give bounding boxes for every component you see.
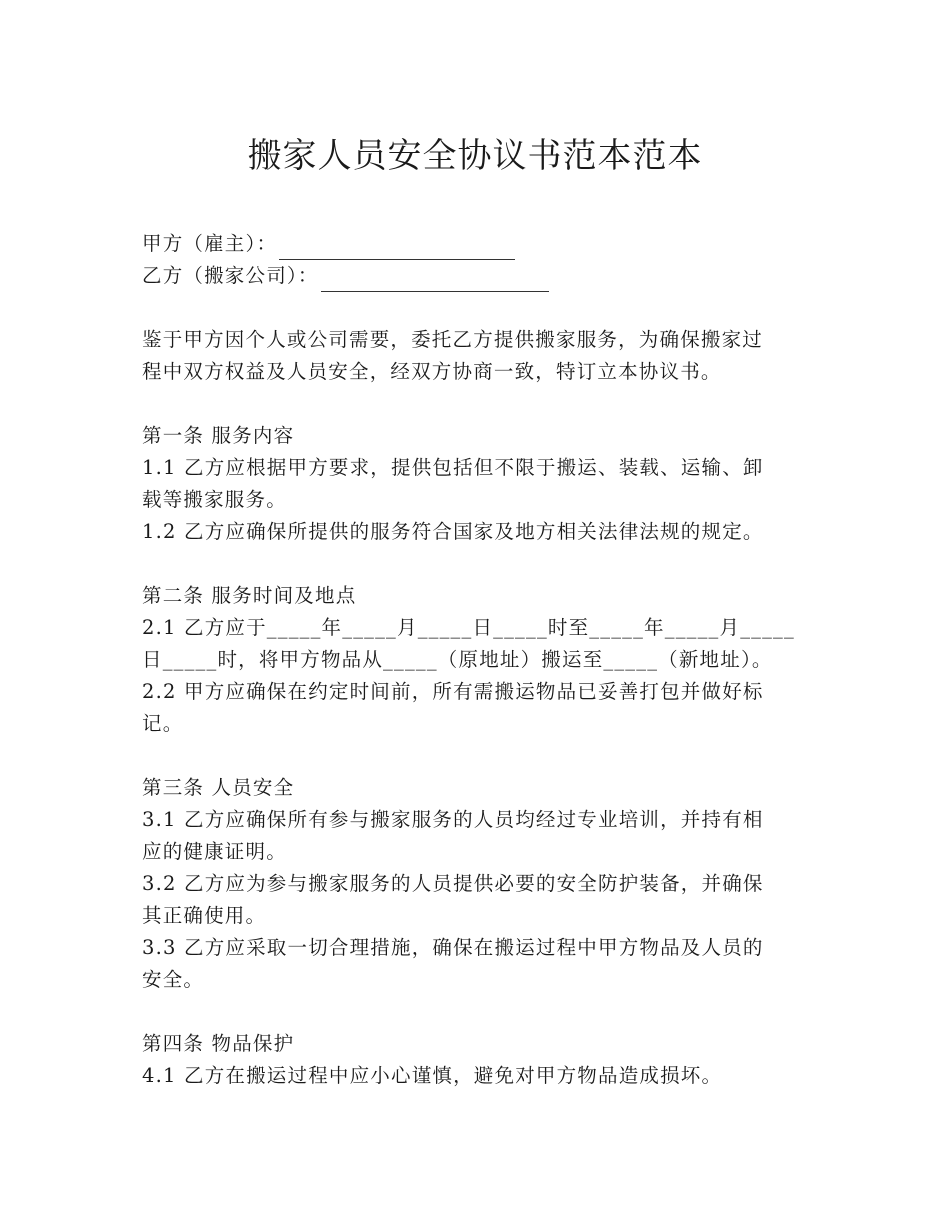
party-b-label: 乙方（搬家公司）： — [142, 264, 319, 287]
article-line: 记。 — [142, 712, 184, 735]
party-a-label: 甲方（雇主）： — [142, 232, 278, 255]
party-a-blank — [279, 237, 515, 260]
article-line: 3.3 乙方应采取一切合理措施，确保在搬运过程中甲方物品及人员的 — [142, 936, 764, 959]
article-line: 4.1 乙方在搬运过程中应小心谨慎，避免对甲方物品造成损坏。 — [142, 1064, 723, 1087]
article-line: 1.1 乙方应根据甲方要求，提供包括但不限于搬运、装载、运输、卸 — [142, 456, 764, 479]
spacer — [142, 548, 810, 580]
article-2 — [142, 580, 810, 740]
preamble — [142, 324, 810, 388]
article-4 — [142, 1028, 810, 1092]
article-line: 日_____时，将甲方物品从_____（原地址）搬运至_____（新地址）。 — [142, 648, 773, 671]
article-line: 3.2 乙方应为参与搬家服务的人员提供必要的安全防护装备，并确保 — [142, 872, 764, 895]
party-a-line — [142, 228, 810, 260]
preamble-line: 程中双方权益及人员安全，经双方协商一致，特订立本协议书。 — [142, 360, 722, 383]
article-3 — [142, 772, 810, 996]
party-b-line — [142, 260, 810, 292]
article-line: 其正确使用。 — [142, 904, 267, 927]
spacer — [142, 740, 810, 772]
article-line: 1.2 乙方应确保所提供的服务符合国家及地方相关法律法规的规定。 — [142, 520, 764, 543]
article-line: 2.1 乙方应于_____年_____月_____日_____时至_____年_____月_____ — [142, 616, 795, 639]
spacer — [142, 996, 810, 1028]
article-line: 载等搬家服务。 — [142, 488, 287, 511]
article-line: 3.1 乙方应确保所有参与搬家服务的人员均经过专业培训，并持有相 — [142, 808, 764, 831]
document-title: 搬家人员安全协议书范本范本 — [247, 136, 703, 176]
preamble-line: 鉴于甲方因个人或公司需要，委托乙方提供搬家服务，为确保搬家过 — [142, 328, 764, 351]
article-heading: 第二条 服务时间及地点 — [142, 584, 357, 607]
party-b-blank — [321, 269, 549, 292]
spacer — [142, 388, 810, 420]
article-line: 安全。 — [142, 968, 205, 991]
article-heading: 第四条 物品保护 — [142, 1032, 295, 1055]
article-heading: 第一条 服务内容 — [142, 424, 295, 447]
article-1 — [142, 420, 810, 548]
article-heading: 第三条 人员安全 — [142, 776, 295, 799]
document-body — [142, 228, 810, 1092]
article-line: 2.2 甲方应确保在约定时间前，所有需搬运物品已妥善打包并做好标 — [142, 680, 764, 703]
spacer — [142, 292, 810, 324]
article-line: 应的健康证明。 — [142, 840, 287, 863]
